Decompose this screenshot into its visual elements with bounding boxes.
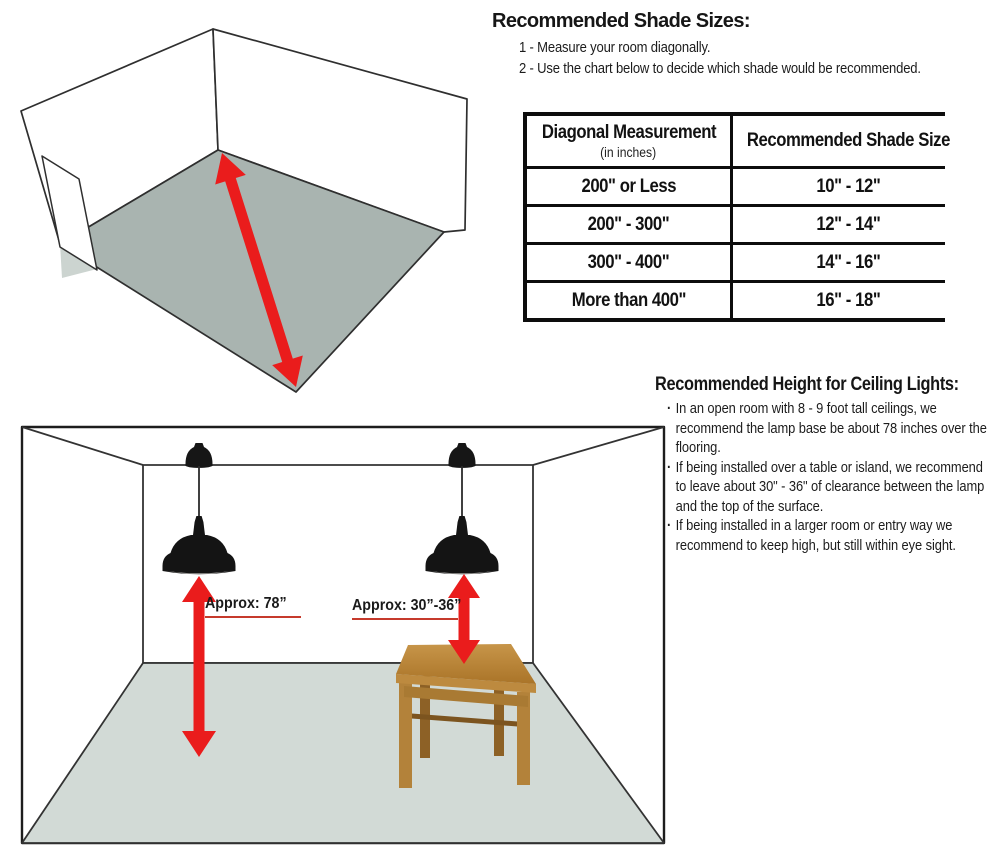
table-row-shade: 14" - 16" <box>733 245 964 280</box>
shade-size-table <box>523 112 950 322</box>
table-row-measurement: 200" - 300" <box>527 207 730 242</box>
bullet-dot: · <box>667 458 672 476</box>
table-row-measurement: 300" - 400" <box>527 245 730 280</box>
table-row-shade: 16" - 18" <box>733 283 964 318</box>
ceiling-height-bullets <box>667 399 990 555</box>
table-header-shade-size: Recommended Shade Size <box>733 116 964 166</box>
table-leg-back-right <box>494 682 504 756</box>
ceiling-height-heading: Recommended Height for Ceiling Lights: <box>655 374 959 395</box>
step-2: 2 - Use the chart below to decide which shade would be recommended. <box>519 60 921 77</box>
table-leg-front-left <box>399 682 412 788</box>
bullet-item <box>667 516 990 555</box>
bullet-item <box>667 399 990 458</box>
step-1: 1 - Measure your room diagonally. <box>519 39 711 56</box>
bullet-dot: · <box>667 400 672 417</box>
shade-sizes-heading: Recommended Shade Sizes: <box>492 10 750 32</box>
bullet-dot: · <box>667 517 672 534</box>
bullet-text: If being installed over a table or island, we recommend to leave about 30" - 36" of clearance between the lamp and the top of the surface. <box>675 458 985 515</box>
open-room-clearance-label: Approx: 78” <box>205 595 301 618</box>
ceiling-height-room-diagram <box>22 427 664 843</box>
table-row-measurement: 200" or Less <box>527 169 730 204</box>
table-clearance-label: Approx: 30”-36” <box>352 597 458 620</box>
bullet-text: If being installed in a larger room or entry way we recommend to keep high, but still within eye sight. <box>675 517 956 554</box>
shade-sizes-steps <box>519 37 921 79</box>
bullet-text: In an open room with 8 - 9 foot tall ceilings, we recommend the lamp base be about 78 inches over the flooring. <box>675 400 987 456</box>
ceiling-height-section <box>655 374 990 555</box>
table-row-shade: 12" - 14" <box>733 207 964 242</box>
table-header-measurement: Diagonal Measurement (in inches) <box>527 116 730 166</box>
bullet-item <box>667 458 990 517</box>
shade-sizes-section <box>492 10 981 79</box>
table-row-measurement: More than 400" <box>527 283 730 318</box>
diagonal-room-diagram <box>21 29 467 392</box>
table-row-shade: 10" - 12" <box>733 169 964 204</box>
